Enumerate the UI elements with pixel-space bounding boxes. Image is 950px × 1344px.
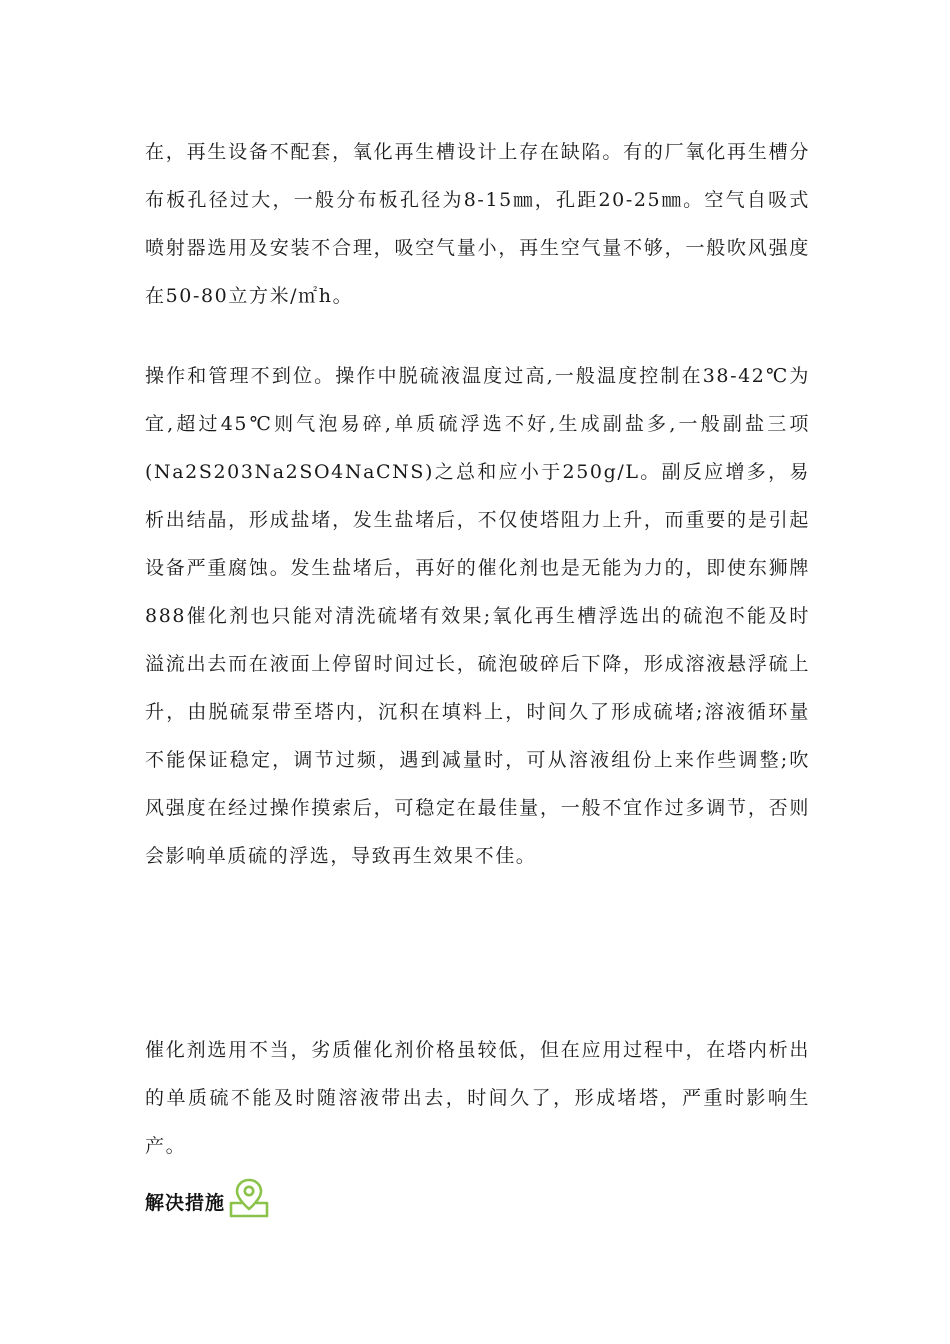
section-heading-label: 解决措施 — [145, 1192, 226, 1214]
paragraph-catalyst-selection: 催化剂选用不当，劣质催化剂价格虽较低，但在应用过程中，在塔内析出的单质硫不能及时随溶液带出去，时间久了，形成堵塔，严重时影响生产。 — [145, 1039, 810, 1157]
paragraph-operation-management: 操作和管理不到位。操作中脱硫液温度过高,一般温度控制在38-42℃为宜,超过45℃则气泡易碎,单质硫浮选不好,生成副盐多,一般副盐三项(Na2S203Na2SO4NaCNS)之总和应小于250g/L。副反应增多，易析出结晶，形成盐堵，发生盐堵后，不仅使塔阻力上升，而重要的是引起设备严重腐蚀。发生盐堵后，再好的催化剂也是无能为力的，即使东狮牌888催化剂也只能对清洗硫堵有效果;氧化再生槽浮选出的硫泡不能及时溢流出去而在液面上停留时间过长，硫泡破碎后下降，形成溶液悬浮硫上升，由脱硫泵带至塔内，沉积在填料上，时间久了形成硫堵;溶液循环量不能保证稳定，调节过频，遇到减量时，可从溶液组份上来作些调整;吹风强度在经过操作摸索后，可稳定在最佳量，一般不宜作过多调节，否则会影响单质硫的浮选，导致再生效果不佳。 — [145, 365, 810, 867]
section-heading — [145, 1178, 271, 1218]
location-pin-icon — [227, 1176, 271, 1220]
paragraph-regeneration-equipment: 在，再生设备不配套，氧化再生槽设计上存在缺陷。有的厂氧化再生槽分布板孔径过大，一般分布板孔径为8-15㎜，孔距20-25㎜。空气自吸式喷射器选用及安装不合理，吸空气量小，再生空气量不够，一般吹风强度在50-80立方米/㎡h。 — [145, 141, 810, 307]
